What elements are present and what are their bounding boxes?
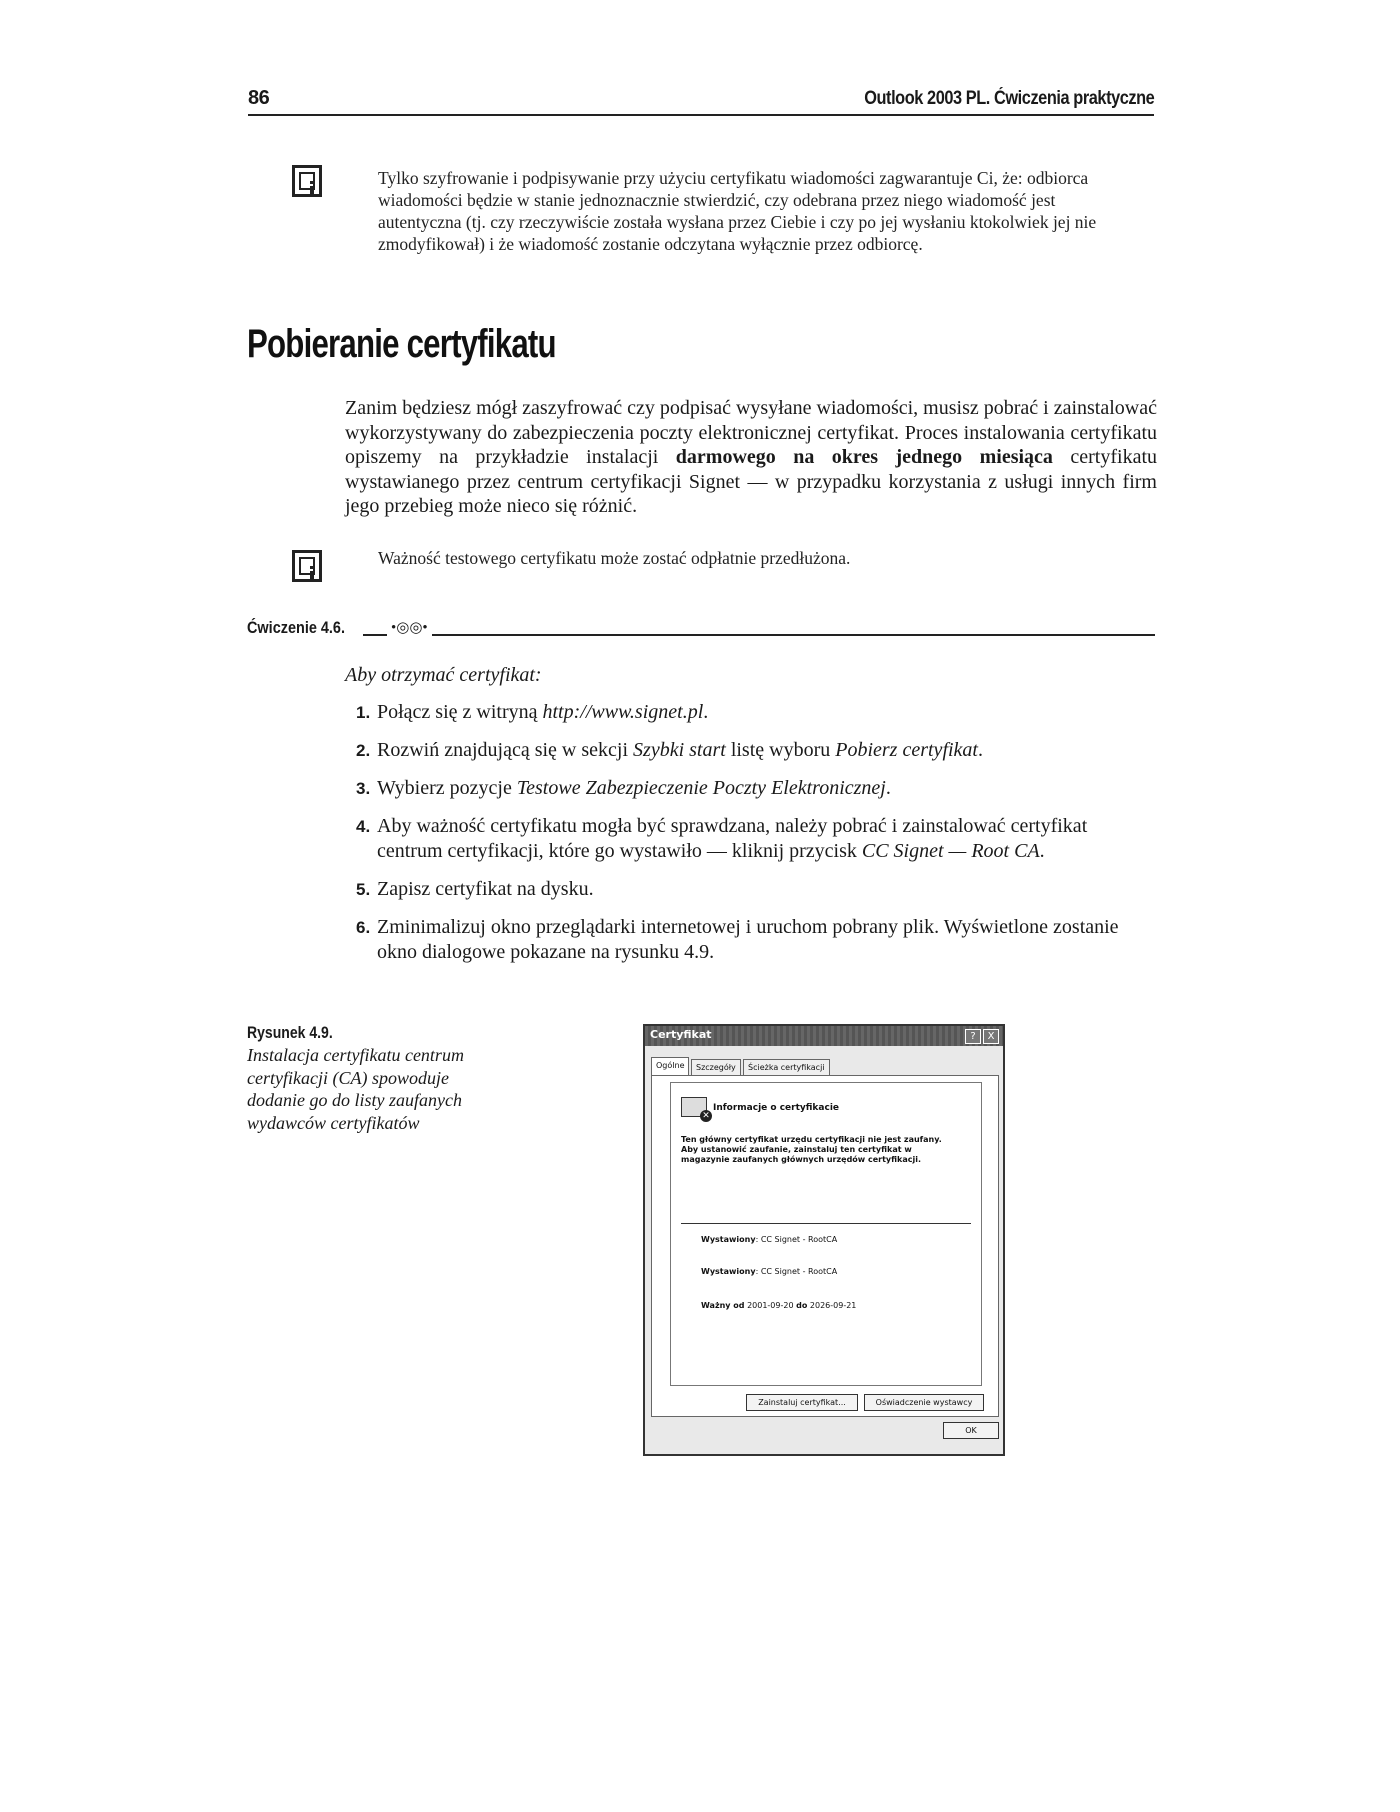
tab-certification-path[interactable]: Ścieżka certyfikacji: [743, 1059, 830, 1076]
exercise-rule: [363, 634, 1155, 636]
validity: Ważny od 2001-09-20 do 2026-09-21: [701, 1301, 857, 1310]
issued-by: Wystawiony: CC Signet - RootCA: [701, 1267, 838, 1276]
section-paragraph: Zanim będziesz mógł zaszyfrować czy podpisać wysyłane wiadomości, musisz pobrać i zainstalować wykorzystywany do zabezpieczenia poczty elektronicznej certyfikat. Proces instalowania certyfikatu opiszemy na przykładzie instalacji darmowego na okres jednego miesiąca certyfikatu wystawianego przez centrum certyfikacji Signet — w przypadku korzystania z usługi innych firm jego przebieg może nieco się różnić.: [345, 397, 1158, 517]
exercise-steps: [345, 700, 1155, 978]
close-button[interactable]: X: [983, 1029, 999, 1044]
note-text: Tylko szyfrowanie i podpisywanie przy użyciu certyfikatu wiadomości zagwarantuje Ci, że: odbiorca wiadomości będzie w stanie jednoznacznie stwierdzić, czy odebrana przez niego wiadomość jest autentyczna (tj. czy rzeczywiście została wysłana przez Ciebie i czy po jej wysłaniu ktokolwiek jej nie zmodyfikował) i że wiadomość zostanie odczytana wyłącznie przez odbiorcę.: [378, 168, 1097, 254]
running-header: [248, 84, 1154, 116]
exercise-lead: Aby otrzymać certyfikat:: [345, 664, 542, 686]
step-item: 4. Aby ważność certyfikatu mogła być sprawdzana, należy pobrać i zainstalować certyfikat centrum certyfikacji, które go wystawiło — kliknij przycisk CC Signet — Root CA.: [356, 815, 1088, 862]
info-icon: [292, 550, 322, 582]
issuer-statement-button[interactable]: Oświadczenie wystawcy: [864, 1394, 984, 1411]
install-certificate-button[interactable]: Zainstaluj certyfikat...: [746, 1394, 858, 1411]
ornament-icon: •◎◎•: [387, 618, 432, 637]
step-item: 3. Wybierz pozycje Testowe Zabezpieczenie Poczty Elektronicznej.: [356, 777, 891, 799]
certificate-dialog: [643, 1024, 1005, 1456]
help-button[interactable]: ?: [965, 1029, 981, 1044]
info-icon: [292, 165, 322, 197]
info-heading: Informacje o certyfikacie: [713, 1103, 840, 1113]
separator: [681, 1223, 971, 1224]
dialog-title: Certyfikat: [650, 1028, 712, 1041]
section-title: Pobieranie certyfikatu: [247, 322, 556, 366]
dialog-titlebar: [645, 1026, 1003, 1046]
exercise-heading: [247, 618, 1155, 640]
book-title: Outlook 2003 PL. Ćwiczenia praktyczne: [863, 88, 1154, 109]
note-text: Ważność testowego certyfikatu może zostać odpłatnie przedłużona.: [378, 548, 851, 568]
exercise-label: Ćwiczenie 4.6.: [247, 618, 345, 637]
certificate-icon: ✕: [681, 1097, 707, 1117]
figure-description: Instalacja certyfikatu centrum certyfikacji (CA) spowoduje dodanie go do listy zaufanych wydawców certyfikatów: [247, 1045, 464, 1133]
ok-button[interactable]: OK: [943, 1422, 999, 1439]
info-box: [670, 1082, 982, 1386]
step-item: 1. Połącz się z witryną http://www.signet.pl.: [356, 701, 709, 723]
figure-label: Rysunek 4.9.: [247, 1024, 333, 1042]
trust-warning: Ten główny certyfikat urzędu certyfikacji nie jest zaufany. Aby ustanowić zaufanie, zainstaluj ten certyfikat w magazynie zaufanych głównych urzędów certyfikacji.: [681, 1135, 942, 1164]
page-number: 86: [248, 87, 270, 109]
step-item: 6. Zminimalizuj okno przeglądarki internetowej i uruchom pobrany plik. Wyświetlone zostanie okno dialogowe pokazane na rysunku 4.9.: [356, 916, 1119, 963]
issued-to: Wystawiony: CC Signet - RootCA: [701, 1235, 838, 1244]
tab-general[interactable]: Ogólne: [651, 1057, 689, 1076]
step-item: 2. Rozwiń znajdującą się w sekcji Szybki start listę wyboru Pobierz certyfikat.: [356, 739, 983, 761]
dialog-pane: [651, 1075, 999, 1417]
figure-caption: [247, 1024, 487, 1134]
step-item: 5. Zapisz certyfikat na dysku.: [356, 878, 594, 900]
tab-details[interactable]: Szczegóły: [691, 1059, 741, 1076]
